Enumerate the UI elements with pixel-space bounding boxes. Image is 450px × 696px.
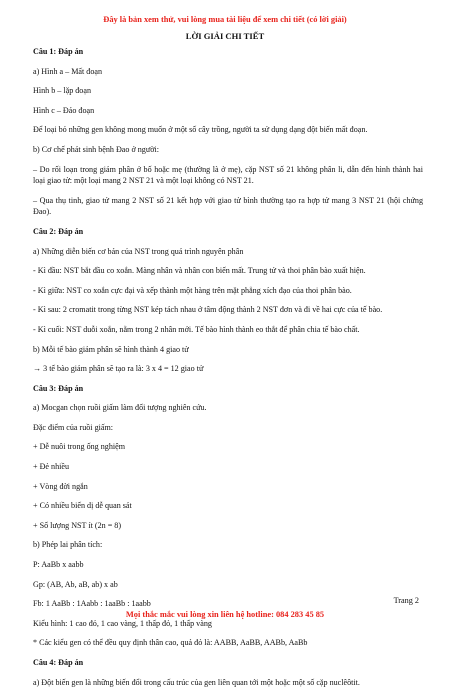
question-heading: Câu 2: Đáp án [33, 226, 84, 236]
text-line: Để loại bỏ những gen không mong muốn ở một số cây trồng, người ta sử dụng dạng đột biến mất đoạn. [33, 125, 368, 135]
text-line: b) Mỗi tế bào giảm phân sẽ hình thành 4 giao tử [33, 344, 189, 354]
hotline-banner: Mọi thắc mắc vui lòng xin liên hệ hotline: 084 283 45 85 [125, 610, 325, 619]
preview-notice-banner: Đây là bản xem thử, vui lòng mua tài liệu để xem chi tiết (có lời giải) [103, 15, 347, 24]
document-body [33, 46, 423, 696]
text-line: Fb: 1 AaBb : 1Aabb : 1aaBb : 1aabb [33, 599, 151, 609]
text-line: a) Hình a – Mất đoạn [33, 66, 103, 76]
question-heading: Câu 1: Đáp án [33, 47, 84, 56]
text-line: a) Mocgan chọn ruồi giấm làm đối tượng nghiên cứu. [33, 403, 207, 413]
text-line: a) Đột biến gen là những biến đổi trong cấu trúc của gen liên quan tới một hoặc một số cặp nuclêôtit. [33, 677, 360, 687]
text-line: - Kì sau: 2 cromatit trong từng NST kép tách nhau ở tâm động thành 2 NST đơn và đi về hai cực của tế bào. [33, 305, 383, 315]
text-line: + Dễ nuôi trong ống nghiệm [33, 442, 126, 452]
question-heading: Câu 3: Đáp án [33, 383, 84, 393]
page-title: LỜI GIẢI CHI TIẾT [185, 31, 265, 41]
text-line: - Kì đầu: NST bắt đầu co xoắn. Màng nhân và nhân con biến mất. Trung tử và thoi phân bào xuất hiện. [33, 266, 366, 276]
page-number: Trang 2 [393, 596, 419, 605]
text-line: + Đẻ nhiều [33, 462, 70, 472]
text-line: - Kì cuối: NST duỗi xoắn, nằm trong 2 nhân mới. Tế bào hình thành eo thắt để phân chia tế bào chất. [33, 324, 360, 334]
text-line: b) Cơ chế phát sinh bệnh Đao ở người: [33, 144, 160, 154]
text-line: * Các kiểu gen có thể đều quy định thân cao, quả đỏ là: AABB, AaBB, AABb, AaBb [33, 638, 308, 648]
text-line: a) Những diễn biến cơ bản của NST trong quá trình nguyên phân [33, 246, 244, 256]
text-line: + Có nhiều biến dị dễ quan sát [33, 501, 132, 511]
text-line: - Kì giữa: NST co xoắn cực đại và xếp thành một hàng trên mặt phẳng xích đạo của thoi phân bào. [33, 285, 352, 295]
text-line: Hình c – Đảo đoạn [33, 105, 95, 115]
text-line: → 3 tế bào giảm phân sẽ tạo ra là: 3 x 4 = 12 giao tử [33, 364, 204, 374]
text-line: Hình b – lặp đoạn [33, 86, 91, 96]
text-line: Kiểu hình: 1 cao đỏ, 1 cao vàng, 1 thấp đỏ, 1 thấp vàng [33, 618, 212, 628]
text-line: P: AaBb x aabb [33, 560, 84, 570]
question-heading: Câu 4: Đáp án [33, 658, 84, 667]
text-line: + Vòng đời ngắn [33, 481, 88, 491]
text-line: – Qua thụ tinh, giao tử mang 2 NST số 21 kết hợp với giao tử bình thường tạo ra hợp tử mang 3 NST 21 (hội chứng Đao). [33, 195, 423, 217]
text-line: Đặc điểm của ruồi giấm: [33, 422, 114, 432]
text-line: b) Phép lai phân tích: [33, 540, 103, 550]
text-line: – Do rối loạn trong giảm phân ở bố hoặc mẹ (thường là ở mẹ), cặp NST số 21 không phân li, dẫn đến hình thành hai loại giao tử: một loại mang 2 NST 21 và một loại không có NST 21. [33, 164, 423, 186]
text-line: + Số lượng NST ít (2n = 8) [33, 520, 122, 530]
text-line: Gp: (AB, Ab, aB, ab) x ab [33, 579, 118, 589]
